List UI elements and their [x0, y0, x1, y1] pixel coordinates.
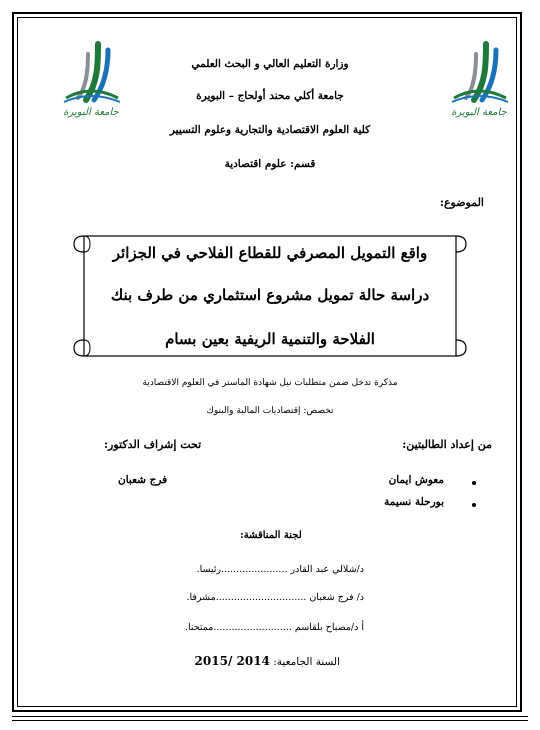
university-line: جامعة أكلي محند أولحاج – البويرة [196, 90, 344, 102]
title-line-3: الفلاحة والتنمية الريفية بعين بسام [165, 330, 375, 348]
bullet-icon [472, 481, 476, 485]
university-logo-right [446, 38, 512, 124]
logo-caption: جامعة البويرة [451, 107, 507, 118]
title-line-1: واقع التمويل المصرفي للقطاع الفلاحي في الجزائر [112, 244, 428, 262]
title-line-2: دراسة حالة تمويل مشروع استثماري من طرف بنك [110, 286, 430, 304]
supervisor-label: تحت إشراف الدكتور: [104, 438, 202, 451]
academic-year-label: السنة الجامعية: [273, 656, 340, 668]
committee-member-3: أ د/مصباح بلقاسم ..........................ممتحنا. [185, 622, 364, 633]
university-logo-left [58, 38, 124, 124]
department-line: قسم: علوم اقتصادية [224, 158, 316, 170]
student-name-2: بورحلة نسيمة [384, 496, 444, 508]
university-logo-icon [446, 38, 512, 106]
academic-year [195, 654, 340, 668]
student-name-1: معوش ايمان [388, 474, 444, 486]
logo-caption: جامعة البويرة [63, 107, 119, 118]
committee-member-1: د/شلالي عبد القادر ......................رئيسا. [196, 564, 364, 575]
students-label: من إعداد الطالبتين: [402, 438, 492, 451]
committee-label: لجنة المناقشة: [240, 530, 302, 541]
faculty-line: كلية العلوم الاقتصادية والتجارية وعلوم التسيير [169, 124, 371, 136]
thesis-requirement: مذكرة تدخل ضمن متطلبات نيل شهادة الماستر في العلوم الاقتصادية [142, 378, 398, 388]
specialization: تخصص: إقتصاديات المالية والبنوك [206, 406, 334, 416]
title-scroll [70, 226, 470, 366]
ministry-line: وزارة التعليم العالي و البحث العلمي [191, 58, 349, 70]
subject-label: الموضوع: [439, 196, 484, 209]
academic-year-value: 2014 /2015 [194, 654, 270, 668]
bottom-double-rule [12, 716, 528, 721]
supervisor-name: فرج شعبان [118, 474, 168, 486]
bullet-icon [472, 503, 476, 507]
committee-member-2: د/ فرج شعبان ..............................مشرفا. [186, 592, 364, 603]
